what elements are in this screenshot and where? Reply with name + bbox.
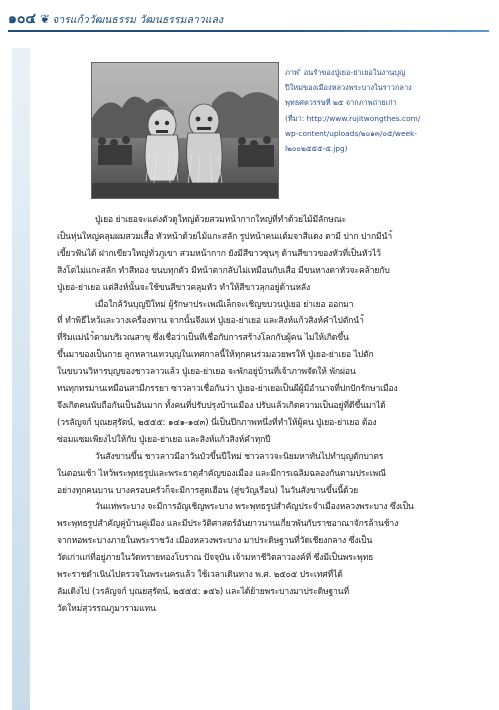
running-title: จารแก้ววัฒนธรรม วัฒนธรรมลาวแลง [52, 13, 224, 26]
text-line: เขี้ยวฟันได้ ฝากเขียวใหญ่ทั่วภูเขา สวมหน้ากาก ยังมีสีขาวซุนๆ ด้านสีขาวของหัวที่เป็นหัวไว้ [57, 248, 381, 259]
text-line: ที่ ทำพิธีไหว้และวางเครื่องทาน จากนั้นจึงแห่ ปู่เยอ-ย่าเยอ และสิงห์แก้วสิงห์คำไปตักนำ้ [57, 316, 364, 327]
photo-caption [285, 65, 485, 156]
text-line: วัดเก่าแก่ที่อยู่ภายในวัดทรายทองโบราณ ปัจจุบัน เจ้ามหาชีวิตลาวองค์ที่ ซึ่งมีเป็นพระพุทธ [57, 553, 374, 564]
caption-line: (ที่มา: http://www.rujitwongthes.com/ [285, 113, 421, 123]
paragraph-3 [57, 449, 482, 500]
paragraph-1 [57, 212, 482, 297]
text-line: อย่างทุกคนบาน บางครอบครัวก็จะมีการสูดเฮือน (สู่ขวัญเรือน) ในวันสังขานขึ้นนี้ด้วย [57, 485, 359, 496]
text-line: วันสังขานขึ้น ชาวลาวมีอาวันบัวขึ้นปีใหม่ ชาวลาวจะนิยมหาทันไปทำบุญตักบาตร [95, 451, 384, 462]
leaf-logo-icon: ❦ [40, 12, 51, 26]
caption-line: wp-content/uploads/๒๐๑๓/๐๕/week- [285, 128, 417, 138]
dance-photo-graphic [92, 63, 278, 198]
text-line: ปู่เยอ ย่าเยอจะแต่งตัวดูใหญ่ด้วยสวมหน้ากากใหญ่ที่ทำด้วยไม้มีลักษณะ [95, 215, 347, 225]
text-line: วันแห่พระบาง จะมีการอัญเชิญพระบาง พระพุทธรูปสำคัญประจำเมืองหลวงพระบาง ซึ่งเป็น [95, 502, 414, 513]
body-text [57, 212, 482, 618]
text-line: เป็นหุ่นใหญ่คลุมผมสวมเสื้อ หัวหน้าด้วยไม้แกะสลัก รูปหน้าคนแต้มจาสีแดง ตามี ปาก ปากมีนำ้ [57, 231, 393, 242]
historical-photo [91, 62, 279, 199]
text-line: ขึ้นมาของเป็นกาย ลูกหลานเทวบุญในเทศกาลนี้ให้ทุกคนร่วมอวยพรให้ ปู่เยอ-ย่าเยอ ไปตัก [57, 350, 374, 361]
text-line: ปู่เยอ-ย่าเยอ แต่สิงห์นั้นจะใช้ขนสีขาวคลุมหัว ทำให้สีขาวลุกอยู่ด้านหลัง [57, 282, 311, 293]
page-header [8, 8, 488, 30]
text-line: จากหอพระบางภายในพระราชวัง เมืองหลวงพระบาง มาประดิษฐานที่วัดเชียงกลาง ซึ่งเป็น [57, 536, 373, 547]
text-line: ในขบวนวิหารบุญของชาวลาวแล้ว ปู่เยอ-ย่าเยอ จะพักอยู่บ้านที่เจ้าภาพจัดให้ พักผ่อน [57, 367, 356, 378]
text-line: พระราชดำเนินไปตรวจในพระนครแล้ว ใช้เวลาเดินทาง พ.ศ. ๒๕๐๕ ประเทศที่ได้ [57, 570, 343, 581]
text-line: สิงโตไม่แกะสลัก ทำสีทอง ขนบทุกตัว มีหน้าตากลับไม่เหมือนกับเสือ มีขนหางตาหัวจะคล้ายกับ [57, 265, 390, 276]
header-rule [8, 30, 489, 32]
text-line: เมื่อใกล้วันบุญปีใหม่ ผู้รักษาประเพณีเล็กจะเชิญขบวนปู่เยอ ย่าเยอ ออกมา [95, 299, 354, 310]
text-line: ลัมเดิงไป (วรลัญจก์ บุณยสุรัตน์, ๒๕๕๕: ๑๕๖) และได้ย้ายพระบางมาประดิษฐานที่ [57, 586, 350, 597]
paragraph-2 [57, 297, 482, 449]
text-line: (วรลัญจก์ บุณยสุรัตน์, ๒๕๕๕: ๑๔๑-๑๔๓) นี่เป็นปีกภาพหนึ่งที่ทำให้ผู้คน ปู่เยอ-ย่าเยอ ต้อง [57, 417, 377, 428]
page-number: ๑๐๔ [8, 11, 37, 27]
paragraph-4 [57, 499, 482, 617]
caption-line: l๒๐๐๒๕๕๕-๕.jpg) [285, 144, 348, 154]
text-line: จึงเกิดคนนับถือกันเป็นอันมาก ทั้งคนที่ปรับปรุงบ้านเมือง ปรับแล้วเกิดความเป็นอยู่ที่ดีขึ้นมาได้ [57, 400, 386, 411]
text-line: ซ่อมแซมเพียงไปให้กับ ปู่เยอ-ย่าเยอ และสิงห์แก้วสิงห์คำทุกปี [57, 434, 271, 445]
caption-line: ภาพ ิ่ อนรำของปู่เยอ-ย่าเยอในงานบุญ [285, 68, 406, 77]
side-decoration-stripe [12, 48, 30, 710]
text-line: ที่ริมแม่นำ้ตามบริเวณสาขุ ซึ่งเชื่อว่าเป็นทีเชื่อกับการสร้างโลกกับผู้คน ไม่ให้เกิดขึ้น [57, 333, 349, 344]
text-line: ทนทุกทรมานเหมือนสามีภรรยา ซาวลาวเชื่อกันว่า ปู่เยอ-ย่าเยอเป็นผีผู้มีอำนาจที่ปกปักรักษาเมือง [57, 384, 398, 395]
text-line: วัดใหม่สุวรรณภูมารามแทน [57, 603, 156, 614]
caption-line: พุทธศตวรรษที่ ๒๕ จากภาพถ่ายเก่า [285, 98, 397, 108]
text-line: พระพุทธรูปสำคัญคู่บ้านคู่เมือง และมีประวัติศาสตร์อันยาวนานเกี่ยวพันกับราชอาณาจักรล้านช้าง [57, 519, 399, 530]
caption-line: ปีใหม่ของเมืองหลวงพระบางในราวกลาง [285, 83, 412, 93]
text-line: ในตอนเช้า ไหว้พระพุทธรูปและพระธาตุสำคัญของเมือง และมีการเฉลิมฉลองกันตามประเพณี [57, 468, 386, 479]
